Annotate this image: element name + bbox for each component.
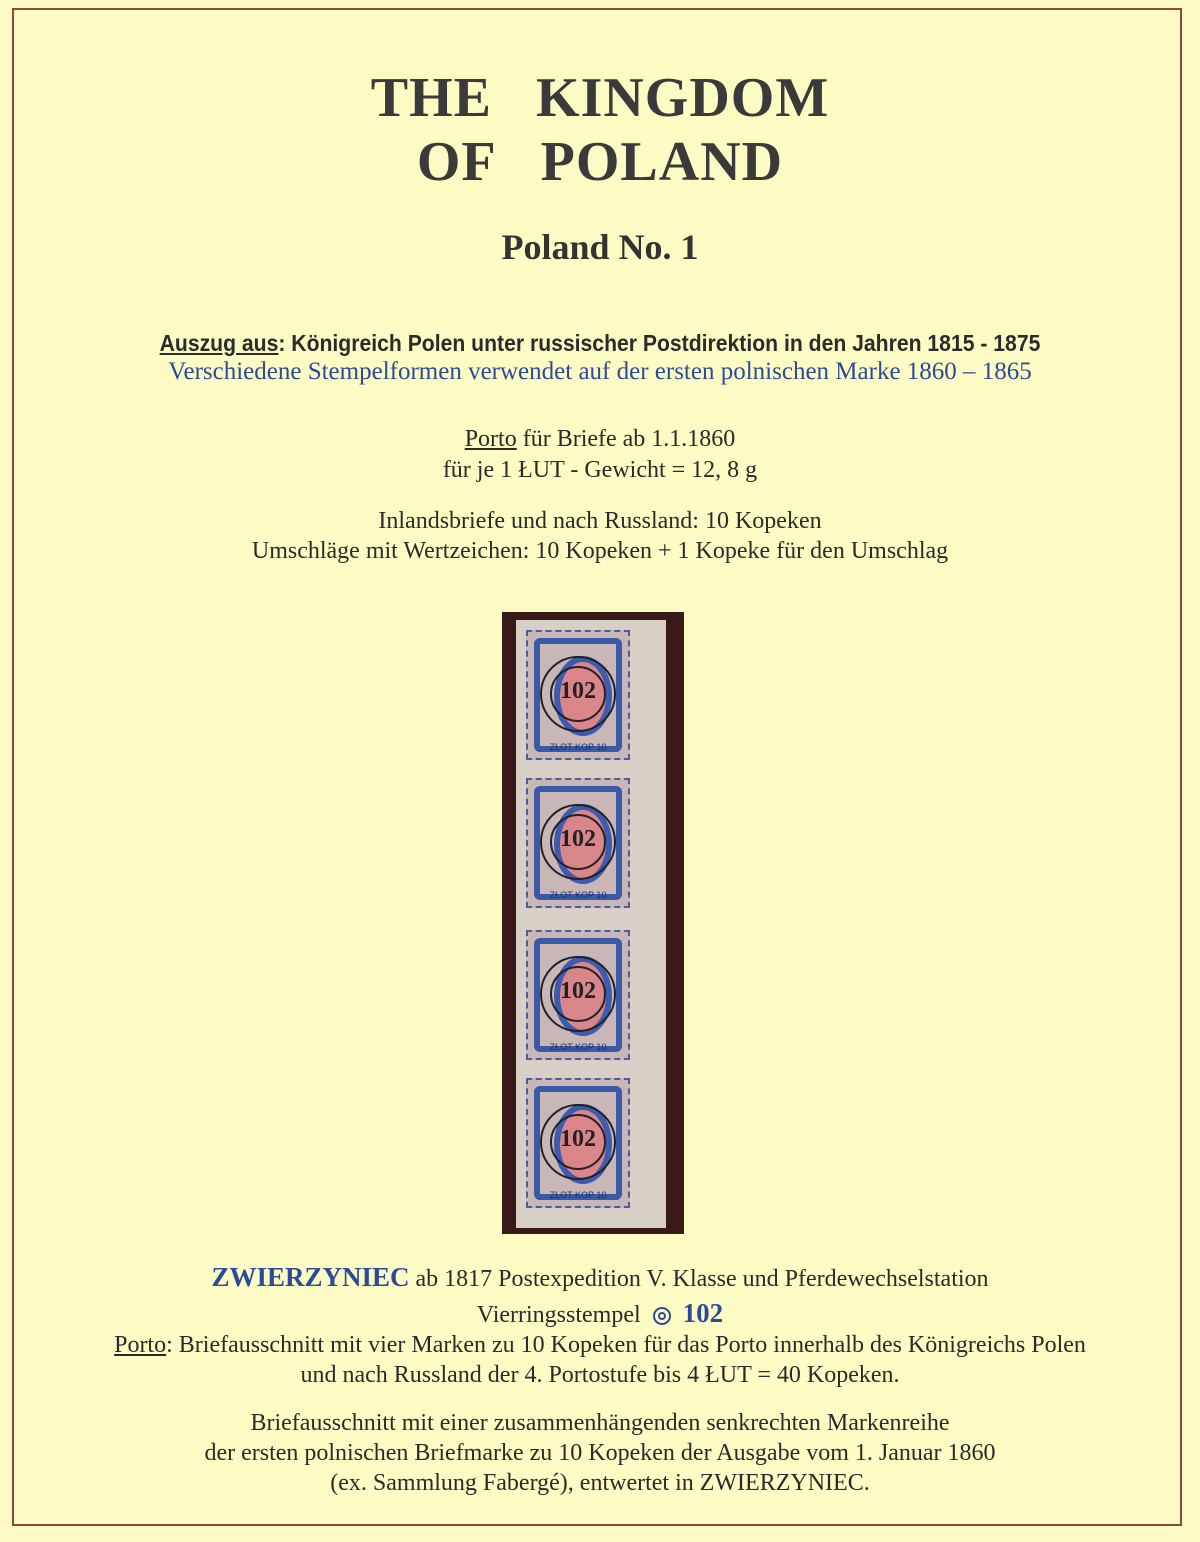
stamp-value-label: ZŁOT KOP 10 bbox=[549, 742, 607, 752]
porto-line1 bbox=[0, 426, 1200, 453]
cancel-forms-line: Verschiedene Stempelformen verwendet auf der ersten polnischen Marke 1860 – 1865 bbox=[168, 358, 1032, 385]
stamp-3 bbox=[526, 930, 630, 1060]
stamp-value-label: ZŁOT KOP 10 bbox=[549, 890, 607, 900]
porto-line4: Umschläge mit Wertzeichen: 10 Kopeken + 1 Kopeke für den Umschlag bbox=[251, 538, 949, 564]
paragraph-line2: der ersten polnischen Briefmarke zu 10 Kopeken der Ausgabe vom 1. Januar 1860 bbox=[204, 1440, 996, 1466]
stamp-value-label: ZŁOT KOP 10 bbox=[549, 1190, 607, 1200]
porto-description-label: Porto bbox=[114, 1332, 167, 1358]
page-title-line2 bbox=[0, 130, 1200, 194]
town-description: ab 1817 Postexpedition V. Klasse und Pferdewechselstation bbox=[409, 1266, 989, 1292]
four-ring-cancel-icon bbox=[653, 1307, 671, 1325]
cancel-type-label: Vierringsstempel bbox=[476, 1302, 641, 1328]
stamp-1 bbox=[526, 630, 630, 760]
cancel-number: 102 bbox=[682, 1298, 724, 1328]
town-line bbox=[0, 1262, 1200, 1293]
stamp-cancel-number: 102 bbox=[560, 1126, 596, 1152]
excerpt-label: Auszug aus bbox=[159, 330, 279, 356]
porto-line1-text: für Briefe ab 1.1.1860 bbox=[516, 426, 736, 452]
stamp-mount bbox=[502, 612, 684, 1234]
stamp-cancel-number: 102 bbox=[560, 678, 596, 704]
title-word-kingdom: KINGDOM bbox=[536, 67, 830, 129]
title-word-of: OF bbox=[416, 131, 497, 193]
porto-line2: für je 1 ŁUT - Gewicht = 12, 8 g bbox=[442, 457, 758, 483]
porto-description-line2: und nach Russland der 4. Portostufe bis 4 ŁUT = 40 Kopeken. bbox=[300, 1362, 900, 1388]
porto-label: Porto bbox=[464, 426, 517, 452]
page-subtitle: Poland No. 1 bbox=[501, 227, 699, 267]
title-word-poland: POLAND bbox=[540, 131, 784, 193]
stamp-cancel-number: 102 bbox=[560, 978, 596, 1004]
paragraph-line1: Briefausschnitt mit einer zusammenhängenden senkrechten Markenreihe bbox=[250, 1410, 950, 1436]
stamp-4 bbox=[526, 1078, 630, 1208]
stamp-2 bbox=[526, 778, 630, 908]
porto-description-line1 bbox=[0, 1332, 1200, 1359]
excerpt-line bbox=[48, 330, 1152, 357]
letter-piece bbox=[516, 620, 666, 1228]
stamp-cancel-number: 102 bbox=[560, 826, 596, 852]
stamp-value-label: ZŁOT KOP 10 bbox=[549, 1042, 607, 1052]
excerpt-text: : Königreich Polen unter russischer Postdirektion in den Jahren 1815 - 1875 bbox=[278, 330, 1041, 356]
paragraph-line3: (ex. Sammlung Fabergé), entwertet in ZWIERZYNIEC. bbox=[330, 1470, 870, 1496]
porto-line3: Inlandsbriefe und nach Russland: 10 Kopeken bbox=[378, 508, 822, 534]
town-name: ZWIERZYNIEC bbox=[211, 1262, 410, 1292]
porto-description-text: : Briefausschnitt mit vier Marken zu 10 Kopeken für das Porto innerhalb des Königreichs Polen bbox=[166, 1332, 1086, 1358]
cancel-type-line bbox=[0, 1298, 1200, 1329]
title-word-the: THE bbox=[370, 67, 493, 129]
page-title-line1 bbox=[0, 66, 1200, 130]
